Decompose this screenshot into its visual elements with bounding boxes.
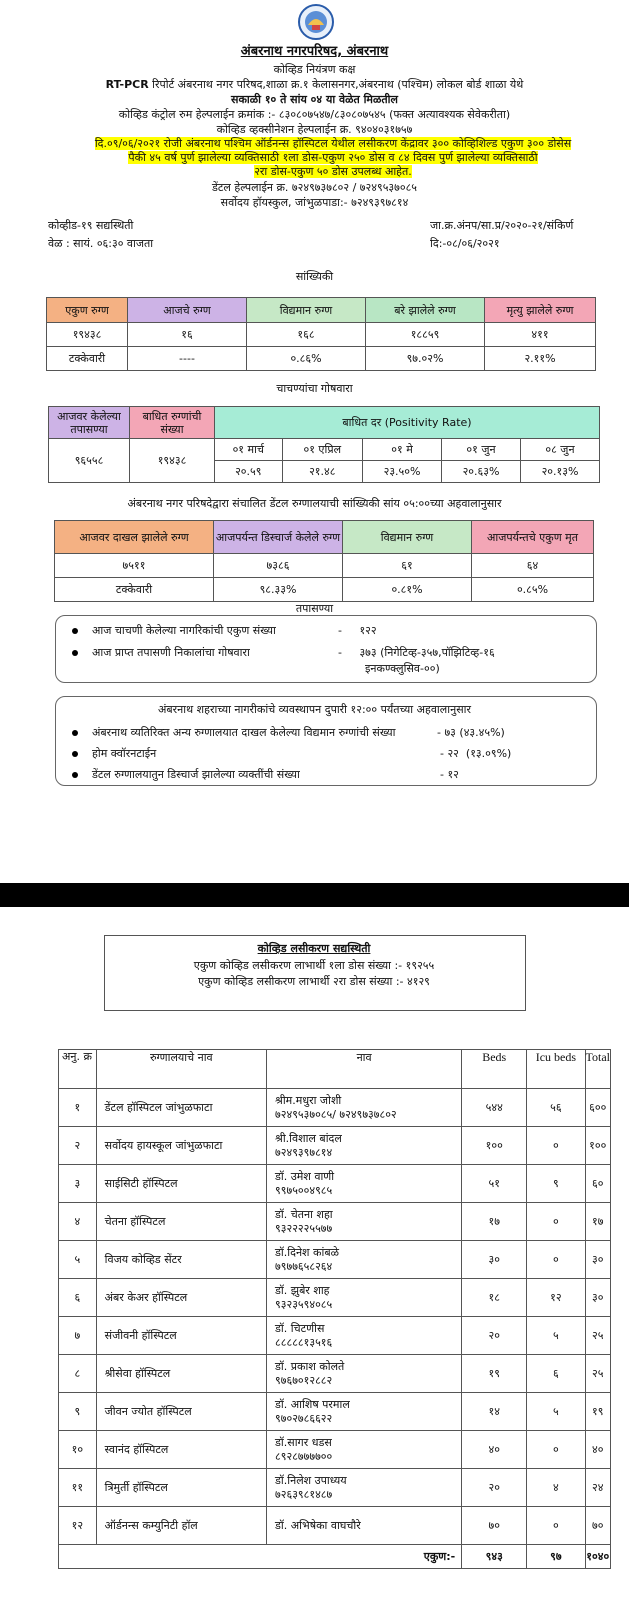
hospital-number: ४ xyxy=(59,1203,97,1241)
city-item-value: - ७३ (४३.४५%) xyxy=(437,726,505,739)
total-value: १९ xyxy=(585,1393,611,1431)
stats-cell: १६ xyxy=(128,323,247,347)
total-value: ६० xyxy=(585,1165,611,1203)
contact-cell xyxy=(267,1431,462,1469)
table-row xyxy=(59,1165,611,1203)
hospital-number: २ xyxy=(59,1127,97,1165)
icu-value: ० xyxy=(527,1431,585,1469)
col-header-name: नाव xyxy=(267,1050,462,1089)
rate-value: २०.५९ xyxy=(215,461,283,483)
beds-value: ५१ xyxy=(462,1165,527,1203)
contact-cell xyxy=(267,1469,462,1507)
rate-value: २३.५०% xyxy=(363,461,442,483)
contact-person: डॉ. उमेश वाणी xyxy=(275,1169,335,1183)
icu-value: ५ xyxy=(527,1393,585,1431)
report-date: दि:-०८/०६/२०२१ xyxy=(430,237,500,250)
dental-cell: ९८.३३% xyxy=(214,578,343,602)
stats-header: आजचे रुग्ण xyxy=(128,298,247,323)
stats-table xyxy=(46,297,596,371)
hospital-number: ९ xyxy=(59,1393,97,1431)
beds-value: २० xyxy=(462,1469,527,1507)
contact-phone: ९३२३५९४०८५ xyxy=(275,1297,333,1311)
beds-value: ३० xyxy=(462,1241,527,1279)
table-row xyxy=(59,1355,611,1393)
tests-today-value: - ३७३ (निगेटिव्ह-३५७,पॉझिटिव्ह-१६ xyxy=(338,646,495,659)
hospital-name: सर्वोदय हायस्कूल जांभुळफाटा xyxy=(96,1127,266,1165)
col-header-number: अनु. क्र xyxy=(59,1050,97,1089)
total-value: १७ xyxy=(585,1203,611,1241)
dental-header: विद्यमान रुग्ण xyxy=(343,521,472,554)
rtpcr-prefix: RT-PCR xyxy=(105,78,149,91)
hospital-name: जीवन ज्योत हॉस्पिटल xyxy=(96,1393,266,1431)
total-all: १०४० xyxy=(585,1545,611,1569)
contact-phone: ९७०२७८६६२२ xyxy=(275,1411,333,1425)
contact-person: श्रीम.मधुरा जोशी xyxy=(275,1093,342,1107)
stats-header: विद्यमान रुग्ण xyxy=(247,298,366,323)
stats-cell: १९४३८ xyxy=(47,323,128,347)
hospital-number: ७ xyxy=(59,1317,97,1355)
testing-title: चाचण्यांचा गोषवारा xyxy=(276,382,353,395)
contact-person: डॉ.दिनेश कांबळे xyxy=(275,1245,339,1259)
icu-value: ५६ xyxy=(527,1089,585,1127)
dental-cell: ७५११ xyxy=(55,554,214,578)
beds-value: १४ xyxy=(462,1393,527,1431)
table-row xyxy=(59,1469,611,1507)
contact-cell xyxy=(267,1507,462,1545)
vaccination-status-title: कोव्हिड लसीकरण सद्यस्थिती xyxy=(257,942,371,955)
beds-value: ७० xyxy=(462,1507,527,1545)
dental-helpline: डेंटल हेल्पलाईन क्र. ७२४९७३७८०२ / ७२४९५३७०८५ xyxy=(211,181,418,194)
contact-cell xyxy=(267,1203,462,1241)
beds-value: १७ xyxy=(462,1203,527,1241)
dental-stats-title: अंबरनाथ नगर परिषदेद्वारा संचालित डेंटल रुग्णालयाची सांख्यिकी सांय ०५:००च्या अहवालानुसार xyxy=(127,497,502,510)
total-row-spacer xyxy=(96,1545,266,1569)
table-row xyxy=(59,1127,611,1165)
beds-value: ४० xyxy=(462,1431,527,1469)
bullet-icon xyxy=(72,628,78,634)
table-row xyxy=(59,1203,611,1241)
total-label: एकुण:- xyxy=(267,1545,462,1569)
hospital-name: संजीवनी हॉस्पिटल xyxy=(96,1317,266,1355)
icu-value: १२ xyxy=(527,1279,585,1317)
municipal-logo xyxy=(298,3,334,41)
contact-person: डॉ. अभिषेका वाघचौरे xyxy=(275,1518,361,1532)
city-item-value: - १२ xyxy=(440,768,459,781)
testing-table xyxy=(48,406,600,483)
hospital-number: ८ xyxy=(59,1355,97,1393)
contact-phone: ७२४९३९७८१४ xyxy=(275,1145,333,1159)
contact-cell xyxy=(267,1165,462,1203)
hospital-number: १२ xyxy=(59,1507,97,1545)
total-tests-value: ९६५५८ xyxy=(49,439,130,483)
dental-cell: टक्केवारी xyxy=(55,578,214,602)
hospital-number: १० xyxy=(59,1431,97,1469)
contact-phone: ९३२२२२५५७७ xyxy=(275,1221,333,1235)
contact-cell xyxy=(267,1089,462,1127)
hospital-rows xyxy=(59,1089,611,1545)
sarvoday-helpline: सर्वोदय हॉयस्कुल, जांभुळपाडा:- ७२४९३९७८१४ xyxy=(220,196,409,209)
contact-cell xyxy=(267,1279,462,1317)
rate-date: ०१ मार्च xyxy=(215,439,283,461)
notice-line-3: २रा डोस-एकुण ५० डोस उपलब्ध आहेत. xyxy=(254,165,412,178)
document-title: अंबरनाथ नगरपरिषद, अंबरनाथ xyxy=(240,44,389,59)
icu-value: ४ xyxy=(527,1469,585,1507)
contact-person: डॉ.सागर धडस xyxy=(275,1435,332,1449)
dental-cell: ०.८१% xyxy=(343,578,472,602)
dental-cell: ६१ xyxy=(343,554,472,578)
icu-value: ० xyxy=(527,1241,585,1279)
city-item xyxy=(72,725,396,740)
beds-value: १९ xyxy=(462,1355,527,1393)
vaccination-dose1: एकुण कोव्हिड लसीकरण लाभार्थी १ला डोस संख्या :- १९२५५ xyxy=(193,959,435,972)
tests-today-value: - १२२ xyxy=(338,624,377,637)
report-timing: सकाळी १० ते सांय ०४ या वेळेत मिळतील xyxy=(231,93,398,106)
rate-value: २०.१३% xyxy=(520,461,599,483)
stats-title: सांख्यिकी xyxy=(295,270,334,283)
hospital-name: साईसिटी हॉस्पिटल xyxy=(96,1165,266,1203)
rate-value: २०.६३% xyxy=(442,461,521,483)
bullet-icon xyxy=(72,751,78,757)
col-header-icu: Icu beds xyxy=(527,1050,585,1089)
contact-phone: ७२६३९८१४८७ xyxy=(275,1487,333,1501)
hospital-number: ५ xyxy=(59,1241,97,1279)
icu-value: ० xyxy=(527,1127,585,1165)
rtpcr-text: रिपोर्ट अंबरनाथ नगर परिषद,शाळा क्र.१ केलासनगर,अंबरनाथ (पश्चिम) लोकल बोर्ड शाळा येथे xyxy=(148,78,524,91)
stats-header: मृत्यु झालेले रुग्ण xyxy=(485,298,596,323)
vaccination-notice xyxy=(48,137,618,179)
contact-cell xyxy=(267,1393,462,1431)
positivity-rate-header: बाधित दर (Positivity Rate) xyxy=(215,407,600,439)
bullet-icon xyxy=(72,730,78,736)
tests-today-item xyxy=(72,645,250,660)
contact-cell xyxy=(267,1127,462,1165)
table-row xyxy=(59,1089,611,1127)
hospital-name: स्वानंद हॉस्पिटल xyxy=(96,1431,266,1469)
city-management-title: अंबरनाथ शहराच्या नागरीकांचे व्यवस्थापन दुपारी १२:०० पर्यंतच्या अहवालानुसार xyxy=(158,703,471,716)
hospital-number: ३ xyxy=(59,1165,97,1203)
stats-cell: ९७.०२% xyxy=(366,347,485,371)
tests-today-label: आज प्राप्त तपासणी निकालांचा गोषवारा xyxy=(92,646,250,659)
total-value: २५ xyxy=(585,1317,611,1355)
stats-cell: १६८ xyxy=(247,323,366,347)
total-value: २४ xyxy=(585,1469,611,1507)
reference-number: जा.क्र.अंनप/सा.प्र/२०२०-२१/संकिर्ण xyxy=(430,219,574,232)
total-positive-value: १९४३८ xyxy=(130,439,215,483)
stats-cell: २.११% xyxy=(485,347,596,371)
rate-date: ०१ जुन xyxy=(442,439,521,461)
contact-phone: ८९२८७७७७०० xyxy=(275,1449,333,1463)
hospital-name: चेतना हॉस्पिटल xyxy=(96,1203,266,1241)
bullet-icon xyxy=(72,772,78,778)
city-item xyxy=(72,767,300,782)
rate-date: ०८ जुन xyxy=(520,439,599,461)
contact-person: डॉ. झुबेर शाह xyxy=(275,1283,330,1297)
contact-person: डॉ.निलेश उपाध्यय xyxy=(275,1473,347,1487)
dental-header: आजपर्यन्त डिस्चार्ज केलेले रुग्ण xyxy=(214,521,343,554)
hospital-number: १ xyxy=(59,1089,97,1127)
beds-value: २० xyxy=(462,1317,527,1355)
tests-today-item xyxy=(72,623,276,638)
city-item xyxy=(72,746,156,761)
rate-date: ०१ एप्रिल xyxy=(282,439,363,461)
page-divider xyxy=(0,883,629,907)
total-tests-header: आजवर केलेल्या तपासण्या xyxy=(49,407,130,439)
contact-phone: ७२४९५३७०८५/ ७२४९७३७८०२ xyxy=(275,1107,397,1121)
dental-header: आजपर्यन्तचे एकुण मृत xyxy=(472,521,594,554)
contact-person: डॉ. प्रकाश कोलते xyxy=(275,1359,345,1373)
contact-person: डॉ. आशिष परमाल xyxy=(275,1397,350,1411)
vaccination-dose2: एकुण कोव्हिड लसीकरण लाभार्थी २रा डोस संख्या :- ४१२९ xyxy=(198,975,430,988)
notice-line-1: दि.०९/०६/२०२१ रोजी अंबरनाथ पश्चिम ऑर्डनन्स हॉस्पिटल येथील लसीकरण केंद्रावर ३०० कोव्हिशिल्ड एकुण ३०० डोसेस xyxy=(94,137,572,150)
hospital-name: अंबर केअर हॉस्पिटल xyxy=(96,1279,266,1317)
dental-table xyxy=(54,520,594,602)
stats-header: एकुण रुग्ण xyxy=(47,298,128,323)
notice-line-2: पैकी ४५ वर्ष पुर्ण झालेल्या व्यक्तिसाठी १ला डोस-एकुण २५० डोस व ८४ दिवस पुर्ण झालेल्या व्यक्तिसाठी xyxy=(128,151,538,164)
contact-cell xyxy=(267,1241,462,1279)
contact-cell xyxy=(267,1355,462,1393)
stats-cell: टक्केवारी xyxy=(47,347,128,371)
hospital-name: श्रीसेवा हॉस्पिटल xyxy=(96,1355,266,1393)
table-row xyxy=(59,1279,611,1317)
city-item-label: अंबरनाथ व्यतिरिक्त अन्य रुग्णालयात दाखल केलेल्या विद्यमान रुग्णांची संख्या xyxy=(92,726,396,739)
hospital-name: ऑर्डनन्स कम्युनिटी हॉल xyxy=(96,1507,266,1545)
icu-value: ० xyxy=(527,1507,585,1545)
rate-value: २१.४८ xyxy=(282,461,363,483)
rate-date: ०१ मे xyxy=(363,439,442,461)
report-time: वेळ : सायं. ०६:३० वाजता xyxy=(48,237,154,250)
stats-cell: ०.८६% xyxy=(247,347,366,371)
contact-person: श्री.विशाल बांदल xyxy=(275,1131,342,1145)
rtpcr-line xyxy=(0,78,629,92)
stats-header: बरे झालेले रुग्ण xyxy=(366,298,485,323)
vaccination-helpline: कोव्हिड व्हक्सीनेशन हेल्पलाईन क्र. ९४०४०३१७५७ xyxy=(216,123,413,136)
control-cell-label: कोव्हिड नियंत्रण कक्ष xyxy=(273,63,356,76)
status-label: कोव्हीड-१९ सद्यस्थिती xyxy=(48,219,134,232)
bullet-icon xyxy=(72,650,78,656)
stats-cell: ४११ xyxy=(485,323,596,347)
dental-cell: ६४ xyxy=(472,554,594,578)
table-row xyxy=(59,1507,611,1545)
hospital-name: विजय कोव्हिड सेंटर xyxy=(96,1241,266,1279)
icu-value: ५ xyxy=(527,1317,585,1355)
contact-phone: ९९७५००४९८५ xyxy=(275,1183,333,1197)
total-beds: ९४३ xyxy=(462,1545,527,1569)
total-icu: ९७ xyxy=(527,1545,585,1569)
icu-value: ९ xyxy=(527,1165,585,1203)
contact-person: डॉ. चेतना शहा xyxy=(275,1207,333,1221)
beds-value: १०० xyxy=(462,1127,527,1165)
city-item-label: डेंटल रुग्णालयातुन डिस्चार्ज झालेल्या व्यक्तींची संख्या xyxy=(92,768,300,781)
total-value: ३० xyxy=(585,1279,611,1317)
city-item-label: होम क्वॉरनटाईन xyxy=(92,747,157,760)
stats-cell: ---- xyxy=(128,347,247,371)
hospital-name: त्रिमुर्ती हॉस्पिटल xyxy=(96,1469,266,1507)
col-header-total: Total xyxy=(585,1050,611,1089)
total-positive-header: बाधित रुग्णांची संख्या xyxy=(130,407,215,439)
total-value: ४० xyxy=(585,1431,611,1469)
col-header-beds: Beds xyxy=(462,1050,527,1089)
contact-phone: ८८८८८१३५१६ xyxy=(275,1335,333,1349)
total-value: ३० xyxy=(585,1241,611,1279)
contact-person: डॉ. चिटणीस xyxy=(275,1321,325,1335)
dental-cell: ०.८५% xyxy=(472,578,594,602)
contact-phone: ७९७७६५८२६४ xyxy=(275,1259,333,1273)
total-value: २५ xyxy=(585,1355,611,1393)
beds-value: १८ xyxy=(462,1279,527,1317)
beds-value: ५४४ xyxy=(462,1089,527,1127)
city-item-value: - २२ (१३.०९%) xyxy=(440,747,512,760)
col-header-hospital: रुग्णालयाचे नाव xyxy=(96,1050,266,1089)
table-row xyxy=(59,1431,611,1469)
contact-phone: ९७६७०१२८८२ xyxy=(275,1373,333,1387)
tests-today-value-cont: इनकण्क्लुसिव-००) xyxy=(365,662,440,675)
table-row xyxy=(59,1393,611,1431)
table-row xyxy=(59,1317,611,1355)
control-room-helpline: कोव्हिड कंट्रोल रुम हेल्पलाईन क्रमांक :- ८३०८०७५४७/८३०८०७५४५ (फक्त अत्यावश्यक सेवेकरीता) xyxy=(118,108,511,121)
contact-cell xyxy=(267,1317,462,1355)
hospital-name: डेंटल हॉस्पिटल जांभुळफाटा xyxy=(96,1089,266,1127)
total-row-spacer xyxy=(59,1545,97,1569)
table-row xyxy=(59,1241,611,1279)
dental-header: आजवर दाखल झालेले रुग्ण xyxy=(55,521,214,554)
tests-today-title: तपासण्या xyxy=(295,602,334,615)
total-value: १०० xyxy=(585,1127,611,1165)
total-value: ७० xyxy=(585,1507,611,1545)
hospitals-table xyxy=(58,1049,611,1569)
stats-cell: १८८५९ xyxy=(366,323,485,347)
total-value: ६०० xyxy=(585,1089,611,1127)
hospital-number: ६ xyxy=(59,1279,97,1317)
dental-cell: ७३८६ xyxy=(214,554,343,578)
icu-value: ६ xyxy=(527,1355,585,1393)
hospital-number: ११ xyxy=(59,1469,97,1507)
icu-value: ० xyxy=(527,1203,585,1241)
tests-today-label: आज चाचणी केलेल्या नागरिकांची एकुण संख्या xyxy=(92,624,276,637)
